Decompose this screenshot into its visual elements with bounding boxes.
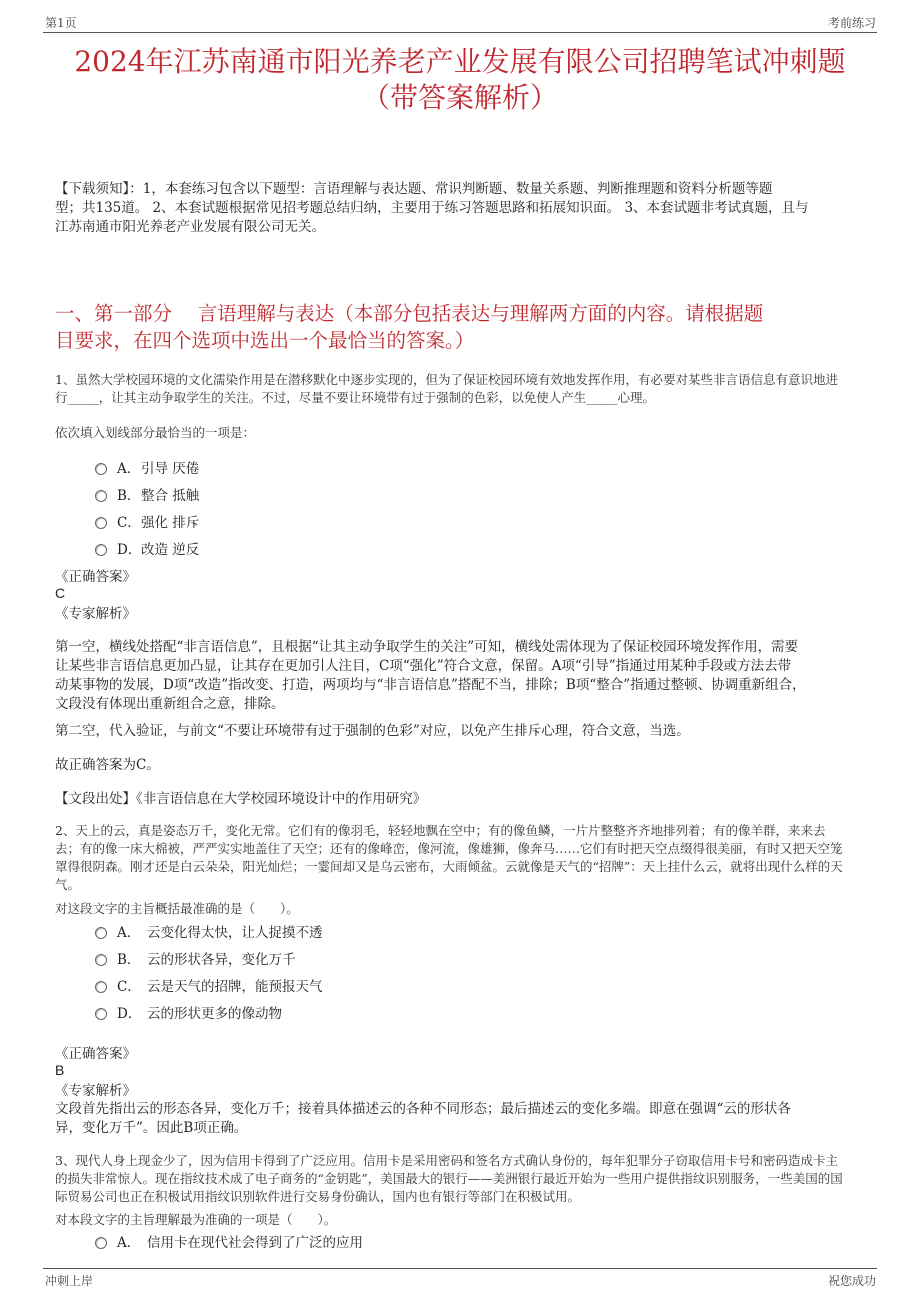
radio-icon[interactable]: [95, 1237, 107, 1249]
question-2-option-c[interactable]: C． 云是天气的招牌，能预报天气: [95, 975, 323, 995]
question-1-analysis-2: 第二空，代入验证，与前文“不要让环境带有过于强制的色彩”对应，以免产生排斥心理，符合文意，当选。: [55, 723, 690, 739]
question-2-answer: B: [55, 1062, 65, 1078]
question-1-source: 【文段出处】《非言语信息在大学校园环境设计中的作用研究》: [55, 791, 427, 807]
question-1-option-d[interactable]: D． 改造 逆反: [95, 538, 199, 558]
question-2-option-b[interactable]: B． 云的形状各异，变化万千: [95, 948, 296, 968]
question-1-stem: 依次填入划线部分最恰当的一项是：: [55, 425, 256, 440]
question-2-analysis-title: 《专家解析》: [55, 1083, 136, 1099]
question-2-text: 2、天上的云，真是姿态万千，变化无常。它们有的像羽毛，轻轻地飘在空中；有的像鱼鳞，一片片整整齐齐地排列着；有的像羊群，来来去 去；有的像一床大棉被，严严实实地盖住了天空；还有的像峰峦，像河流，像雄狮，像奔马……它们有时把天空点缀得很美丽，有时又把天空笼 罩得很阴森。刚才还是白云朵朵，阳光灿烂；一霎间却又是乌云密布，大雨倾盆。云就像是天气的“招牌”：天上挂什么云，就将出现什么样的天 气。: [55, 823, 843, 892]
footer-left: 冲刺上岸: [45, 1274, 94, 1288]
radio-icon[interactable]: [95, 981, 107, 993]
question-1-analysis-title: 《专家解析》: [55, 606, 136, 622]
question-3-text: 3、现代人身上现金少了，因为信用卡得到了广泛应用。信用卡是采用密码和签名方式确认身份的，每年犯罪分子窃取信用卡号和密码造成卡主 的损失非常惊人。现在指纹技术成了电子商务的“金钥匙”，美国最大的银行——美洲银行最近开始为一些用户提供指纹识别服务，一些美国的国 际贸易公司也正在积极试用指纹识别软件进行交易身份确认，国内也有银行等部门在积极试用。: [55, 1153, 843, 1204]
question-1-option-b[interactable]: B． 整合 抵触: [95, 484, 199, 504]
question-2-stem: 对这段文字的主旨概括最准确的是（ ）。: [55, 901, 299, 916]
question-1-conclusion: 故正确答案为C。: [55, 757, 160, 773]
footer-right: 祝您成功: [827, 1274, 876, 1288]
question-3-stem: 对本段文字的主旨理解最为准确的一项是（ ）。: [55, 1212, 337, 1227]
header-rule: [43, 32, 877, 33]
radio-icon[interactable]: [95, 463, 107, 475]
page-number: 第1页: [45, 16, 77, 30]
question-2-option-d[interactable]: D． 云的形状更多的像动物: [95, 1002, 282, 1022]
radio-icon[interactable]: [95, 544, 107, 556]
radio-icon[interactable]: [95, 490, 107, 502]
question-1-analysis-1: 第一空，横线处搭配“非言语信息”，且根据“让其主动争取学生的关注”可知，横线处需体现为了保证校园环境发挥作用，需要 让某些非言语信息更加凸显，让其存在更加引人注目，C项“强化”符合文意，保留。A项“引导”指通过用某种手段或方法去带 动某事物的发展，D项“改造”指改变、打造，两项均与“非言语信息”搭配不当，排除；B项“整合”指通过整顿、协调重新组合， 文段没有体现出重新组合之意，排除。: [55, 639, 806, 712]
question-2-analysis: 文段首先指出云的形态各异，变化万千；接着具体描述云的各种不同形态；最后描述云的变化多端。即意在强调“云的形状各 异，变化万千”。因此B项正确。: [55, 1101, 791, 1136]
question-3-option-a[interactable]: A． 信用卡在现代社会得到了广泛的应用: [95, 1231, 363, 1251]
question-1-text: 1、虽然大学校园环境的文化濡染作用是在潜移默化中逐步实现的，但为了保证校园环境有效地发挥作用，有必要对某些非言语信息有意识地进 行_____，让其主动争取学生的关注。不过，尽量不要让环境带有过于强制的色彩，以免使人产生_____心理。: [55, 372, 838, 405]
radio-icon[interactable]: [95, 517, 107, 529]
question-1-option-a[interactable]: A． 引导 厌倦: [95, 457, 199, 477]
question-1-option-c[interactable]: C． 强化 排斥: [95, 511, 199, 531]
question-1-answer: C: [55, 585, 66, 601]
footer-rule: [43, 1268, 877, 1269]
radio-icon[interactable]: [95, 927, 107, 939]
page-title: 2024年江苏南通市阳光养老产业发展有限公司招聘笔试冲刺题: [74, 45, 846, 78]
page-subtitle: （带答案解析）: [361, 81, 558, 114]
section-heading: 一、第一部分 言语理解与表达（本部分包括表达与理解两方面的内容。请根据题 目要求，在四个选项中选出一个最恰当的答案。）: [55, 302, 764, 352]
download-notice: 【下载须知】：1，本套练习包含以下题型：言语理解与表达题、常识判断题、数量关系题、判断推理题和资料分析题等题 型；共135道。 2、本套试题根据常见招考题总结归纳，主要用于练习答题思路和拓展知识面。 3、本套试题非考试真题，且与 江苏南通市阳光养老产业发展有限公司无关。: [55, 181, 809, 235]
radio-icon[interactable]: [95, 954, 107, 966]
question-2-answer-title: 《正确答案》: [55, 1046, 136, 1062]
question-1-answer-title: 《正确答案》: [55, 569, 136, 585]
radio-icon[interactable]: [95, 1008, 107, 1020]
header-tag: 考前练习: [827, 16, 876, 30]
question-2-option-a[interactable]: A． 云变化得太快，让人捉摸不透: [95, 921, 323, 941]
